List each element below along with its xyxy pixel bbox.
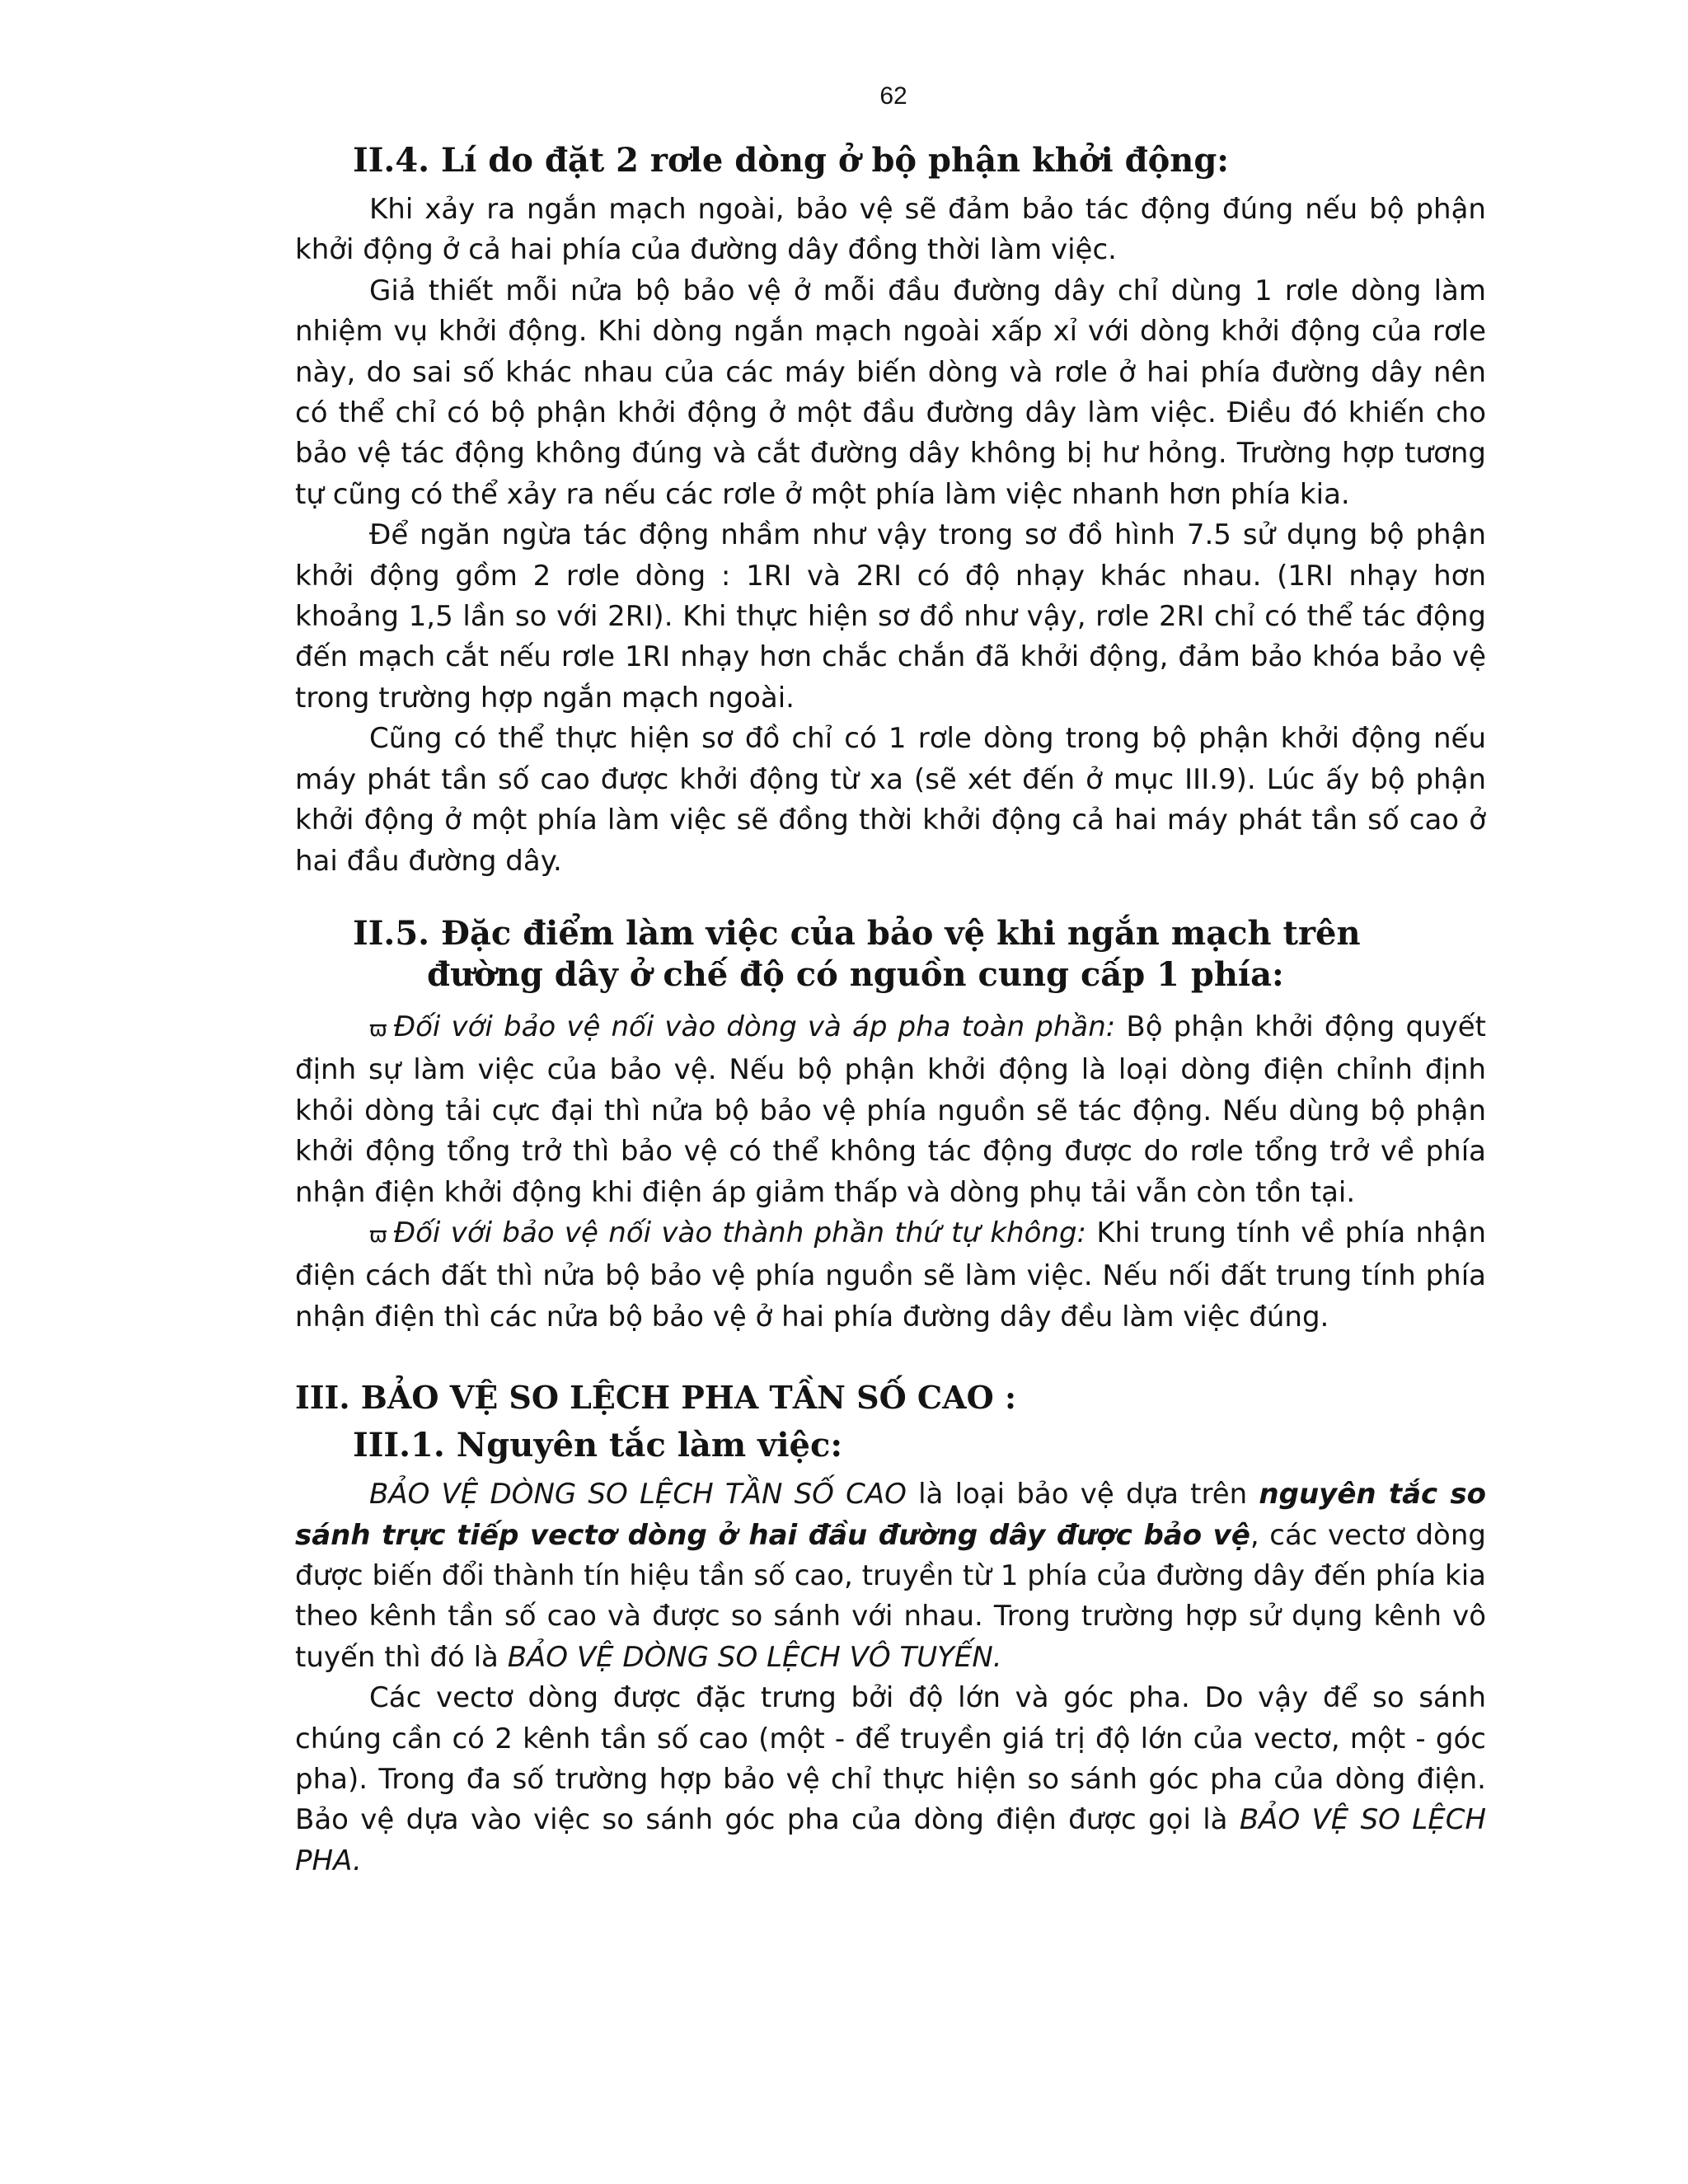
paragraph bbox=[295, 1678, 1486, 1882]
bullet-paragraph bbox=[295, 1213, 1486, 1338]
paragraph bbox=[295, 1474, 1486, 1678]
text-run: là loại bảo vệ dựa trên bbox=[906, 1478, 1259, 1511]
bullet-lead: Đối với bảo vệ nối vào dòng và áp pha toàn phần: bbox=[393, 1010, 1116, 1043]
section-heading-iii1: III.1. Nguyên tắc làm việc: bbox=[353, 1426, 843, 1465]
paragraph: Giả thiết mỗi nửa bộ bảo vệ ở mỗi đầu đường dây chỉ dùng 1 rơle dòng làm nhiệm vụ khởi động. Khi dòng ngắn mạch ngoài xấp xỉ với dòng khởi động của rơle này, do sai số khác nhau của các máy biến dòng và rơle ở hai phía đường dây nên có thể chỉ có bộ phận khởi động ở một đầu đường dây làm việc. Điều đó khiến cho bảo vệ tác động không đúng và cắt đường dây không bị hư hỏng. Trường hợp tương tự cũng có thể xảy ra nếu các rơle ở một phía làm việc nhanh hơn phía kia. bbox=[295, 274, 1486, 511]
paragraph: Để ngăn ngừa tác động nhầm như vậy trong sơ đồ hình 7.5 sử dụng bộ phận khởi động gồm 2 rơle dòng : 1RI và 2RI có độ nhạy khác nhau. (1RI nhạy hơn khoảng 1,5 lần so với 2RI). Khi thực hiện sơ đồ như vậy, rơle 2RI chỉ có thể tác động đến mạch cắt nếu rơle 1RI nhạy hơn chắc chắn đã khởi động, đảm bảo khóa bảo vệ trong trường hợp ngắn mạch ngoài. bbox=[295, 518, 1486, 715]
bold-italic-term: nguyên tắc so sánh trực tiếp vectơ dòng ở hai đầu đường dây được bảo vệ bbox=[295, 1478, 1487, 1552]
bullet-lead: Đối với bảo vệ nối vào thành phần thứ tự không: bbox=[393, 1216, 1086, 1249]
text-run: Các vectơ dòng được đặc trưng bởi độ lớn và góc pha. Do vậy để so sánh chúng cần có 2 kênh tần số cao (một - để truyền giá trị độ lớn của vectơ, một - góc pha). Trong đa số trường hợp bảo vệ chỉ thực hiện so sánh góc pha của dòng điện. Bảo vệ dựa vào việc so sánh góc pha của dòng điện được gọi là bbox=[295, 1681, 1486, 1837]
chapter-heading-iii: III. BẢO VỆ SO LỆCH PHA TẦN SỐ CAO : bbox=[295, 1379, 1017, 1417]
section-heading-ii4: II.4. Lí do đặt 2 rơle dòng ở bộ phận khởi động: bbox=[353, 141, 1230, 180]
paragraph: Khi xảy ra ngắn mạch ngoài, bảo vệ sẽ đảm bảo tác động đúng nếu bộ phận khởi động ở cả hai phía của đường dây đồng thời làm việc. bbox=[295, 193, 1486, 267]
italic-term: BẢO VỆ DÒNG SO LỆCH TẦN SỐ CAO bbox=[369, 1478, 907, 1511]
italic-term: BẢO VỆ SO LỆCH PHA. bbox=[295, 1803, 1487, 1877]
paragraph: Cũng có thể thực hiện sơ đồ chỉ có 1 rơle dòng trong bộ phận khởi động nếu máy phát tần số cao được khởi động từ xa (sẽ xét đến ở mục III.9). Lúc ấy bộ phận khởi động ở một phía làm việc sẽ đồng thời khởi động cả hai máy phát tần số cao ở hai đầu đường dây. bbox=[295, 722, 1486, 878]
bullet-icon: ϖ bbox=[369, 1222, 387, 1248]
bullet-paragraph bbox=[295, 1007, 1486, 1213]
text-run: , các vectơ dòng được biến đổi thành tín hiệu tần số cao, truyền từ 1 phía của đường dây đến phía kia theo kênh tần số cao và được so sánh với nhau. Trong trường hợp sử dụng kênh vô tuyến thì đó là bbox=[295, 1518, 1486, 1674]
bullet-text: Bộ phận khởi động quyết định sự làm việc của bảo vệ. Nếu bộ phận khởi động là loại dòng điện chỉnh định khỏi dòng tải cực đại thì nửa bộ bảo vệ phía nguồn sẽ tác động. Nếu dùng bộ phận khởi động tổng trở thì bảo vệ có thể không tác động được do rơle tổng trở về phía nhận điện khởi động khi điện áp giảm thấp và dòng phụ tải vẫn còn tồn tại. bbox=[295, 1010, 1487, 1209]
page-number: 62 bbox=[879, 82, 907, 110]
section-heading-ii5: II.5. Đặc điểm làm việc của bảo vệ khi ngắn mạch trên đường dây ở chế độ có nguồn cung cấp 1 phía: bbox=[353, 913, 1361, 994]
page-content bbox=[295, 140, 1486, 1882]
bullet-icon: ϖ bbox=[369, 1016, 387, 1042]
italic-term: BẢO VỆ DÒNG SO LỆCH VÔ TUYẾN. bbox=[507, 1640, 1002, 1674]
bullet-text: Khi trung tính về phía nhận điện cách đất thì nửa bộ bảo vệ phía nguồn sẽ làm việc. Nếu nối đất trung tính phía nhận điện thì các nửa bộ bảo vệ ở hai phía đường dây đều làm việc đúng. bbox=[295, 1216, 1486, 1333]
